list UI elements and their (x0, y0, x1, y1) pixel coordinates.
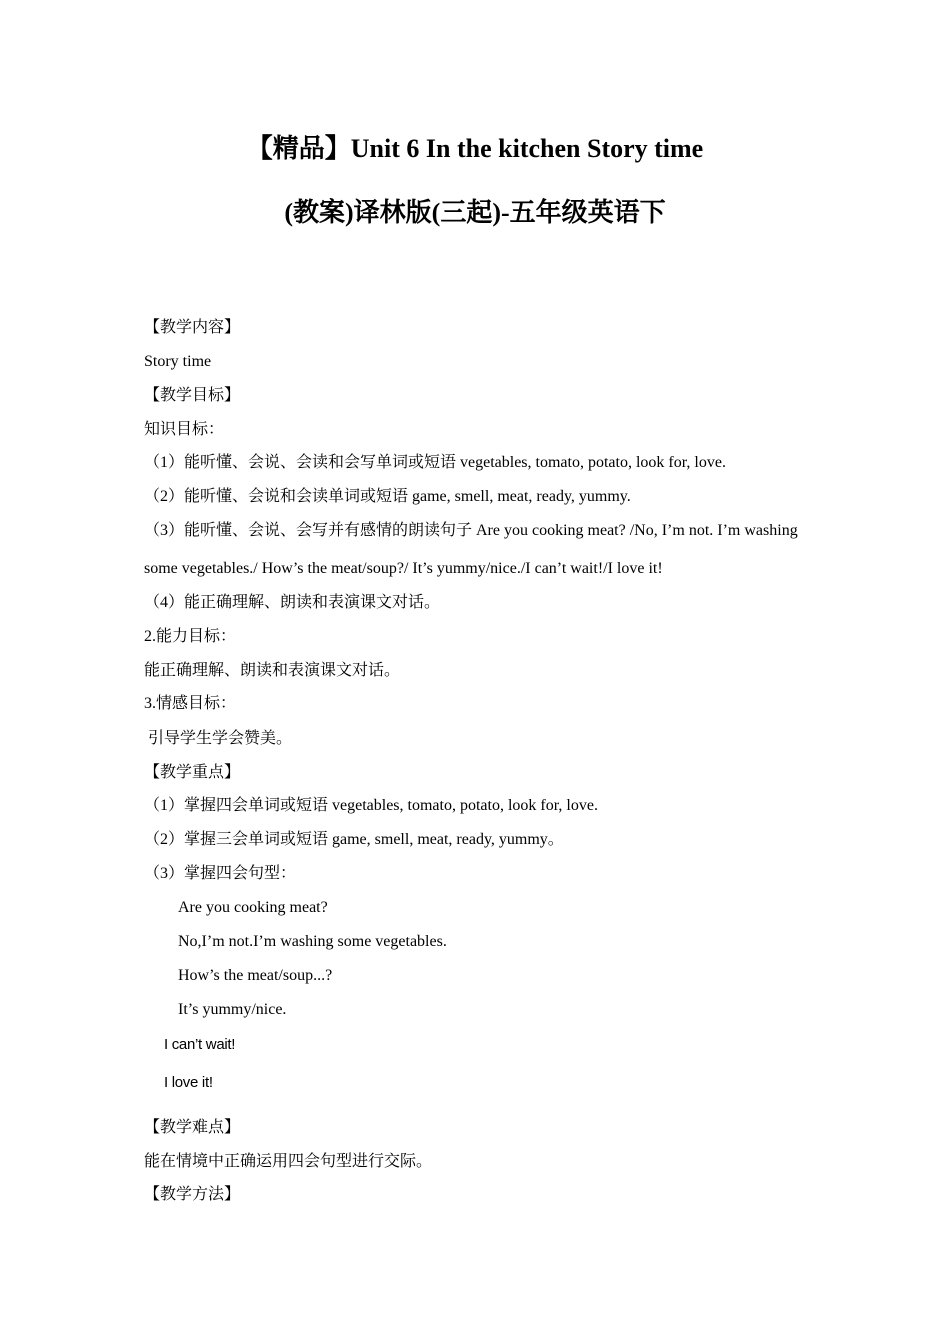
paragraph: Story time (144, 353, 212, 370)
list-item-continuation: some vegetables./ How’s the meat/soup?/ It’s yummy/nice./I can’t wait!/I love it! (144, 560, 663, 577)
sentence-pattern: I love it! (164, 1074, 213, 1091)
section-heading-key-points: 【教学重点】 (144, 764, 241, 781)
document-title-line-1: 【精品】Unit 6 In the kitchen Story time (246, 134, 704, 163)
paragraph: 能正确理解、朗读和表演课文对话。 (144, 662, 401, 679)
paragraph: 引导学生学会赞美。 (148, 730, 293, 747)
sentence-pattern: How’s the meat/soup...? (178, 967, 333, 984)
section-heading-difficulties: 【教学难点】 (144, 1119, 241, 1136)
sentence-pattern: Are you cooking meat? (178, 899, 328, 916)
paragraph: 知识目标： (144, 421, 225, 438)
list-item: （3）能听懂、会说、会写并有感情的朗读句子 Are you cooking meat? /No, I’m not. I’m washing (144, 522, 798, 539)
list-item: （3）掌握四会句型： (144, 865, 297, 882)
list-item: （4）能正确理解、朗读和表演课文对话。 (144, 594, 441, 611)
section-heading-teaching-objectives: 【教学目标】 (144, 387, 241, 404)
sentence-pattern: No,I’m not.I’m washing some vegetables. (178, 933, 447, 950)
document-title-line-2: (教案)译林版(三起)-五年级英语下 (284, 198, 666, 227)
sentence-pattern: I can’t wait! (164, 1036, 236, 1053)
list-item: （2）掌握三会单词或短语 game, smell, meat, ready, yummy。 (144, 831, 564, 848)
list-item: （1）掌握四会单词或短语 vegetables, tomato, potato, look for, love. (144, 797, 598, 814)
list-item: （2）能听懂、会说和会读单词或短语 game, smell, meat, ready, yummy. (144, 488, 631, 505)
list-item: （1）能听懂、会说、会读和会写单词或短语 vegetables, tomato, potato, look for, love. (144, 454, 726, 471)
paragraph: 能在情境中正确运用四会句型进行交际。 (144, 1153, 433, 1170)
sentence-pattern: It’s yummy/nice. (178, 1001, 287, 1018)
paragraph: 2.能力目标： (144, 628, 237, 645)
section-heading-teaching-content: 【教学内容】 (144, 319, 241, 336)
section-heading-teaching-methods: 【教学方法】 (144, 1186, 241, 1203)
paragraph: 3.情感目标： (144, 695, 237, 712)
